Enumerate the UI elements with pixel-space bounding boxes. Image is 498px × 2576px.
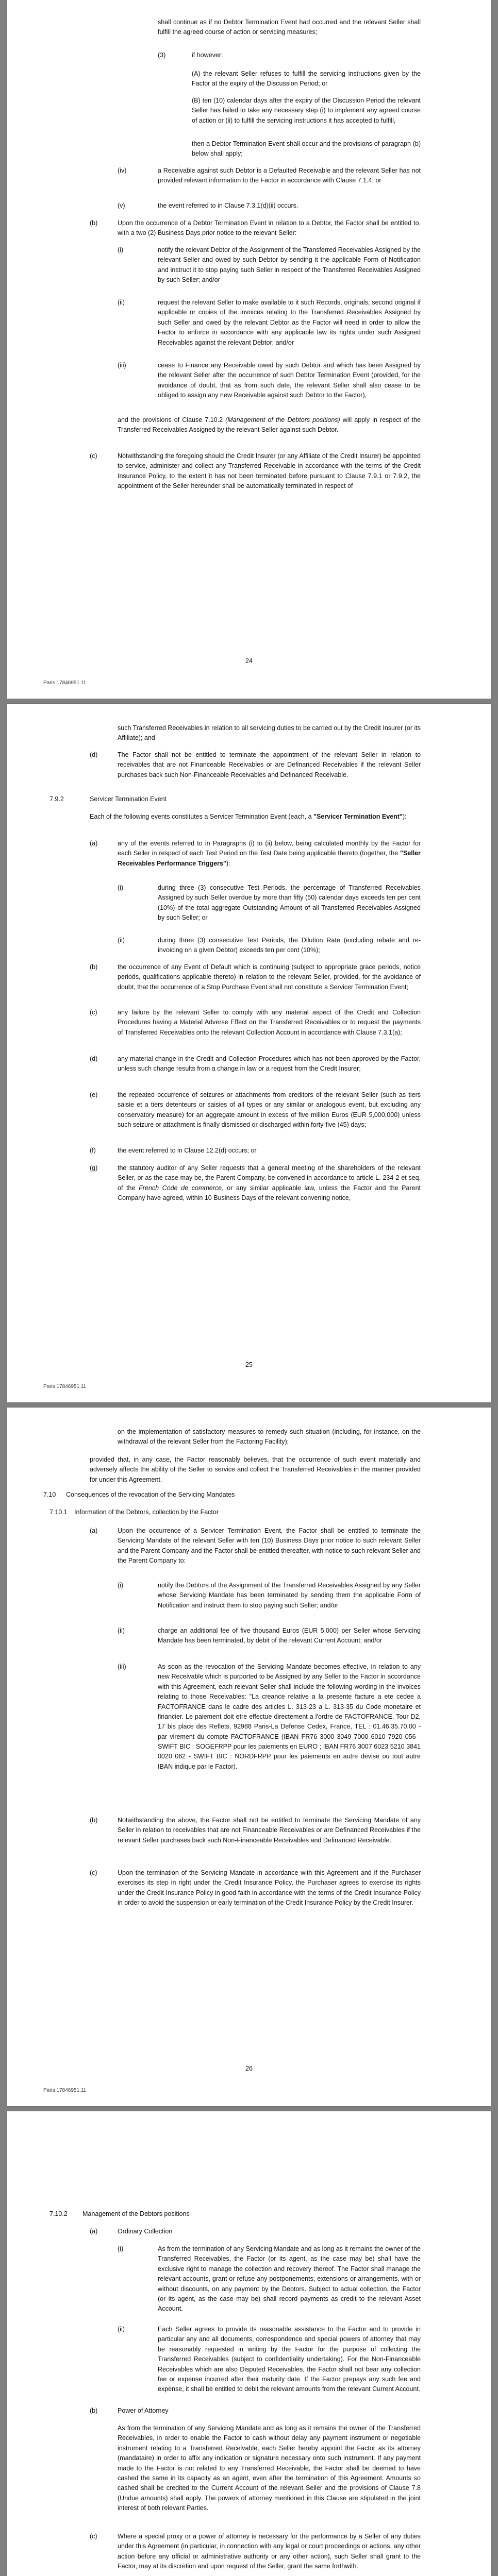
item-label: (d) — [90, 1055, 98, 1062]
item-text: Notwithstanding the foregoing should the Credit Insurer (or any Affiliate of the Credit Insurer) be appointed to service, administer and collect any Transferred Receivable in accordance with the terms of the Credit Insurance Policy, to the extent it has not been terminated before pursuant to Clause 7.9.1 or 7.9.2, the appointment of the Seller hereunder shall be automatically terminated in respect of — [118, 452, 421, 490]
footer-reference: Paris 17846951.11 — [43, 2088, 87, 2093]
item-text: the statutory auditor of any Seller requests that a general meeting of the shareholders of the relevant Seller, or as the case may be, the Parent Company, be convened in accordance to article L. 234-2 et seq. of the French Code de commerce, or any similar applicable law, unless the Factor and the Parent Company have agreed, within 10 Business Days of the relevant convening notice, — [118, 1164, 421, 1202]
item-text: any of the events referred to in Paragraphs (i) to (ii) below, being calculated monthly by the Factor for each Seller in respect of each Test Period on the Test Date being applicable thereto (together, the "Seller Receivables Performance Triggers"): — [118, 840, 421, 867]
item-label: (d) — [90, 751, 98, 758]
item-label: (3) — [158, 52, 166, 59]
item-label: (b) — [90, 963, 98, 971]
item-label: (a) — [90, 840, 98, 847]
subsection-heading: Management of the Debtors positions — [82, 2210, 190, 2217]
subsection-number: 7.10.1 — [49, 1509, 68, 1516]
item-label: (iii) — [118, 1663, 126, 1670]
item-label: (e) — [90, 1091, 98, 1098]
item-label: (c) — [90, 2533, 97, 2540]
section-number: 7.9.2 — [49, 795, 64, 803]
item-label: (ii) — [118, 1627, 125, 1634]
item-text: Where a special proxy or a power of attorney is necessary for the performance by a Seller of any duties under this Agreement (in particular, in connection with any legal or court proceedings or actions, any other action before any official or administrative authority or any other action), such Seller shall grant to the Factor, may at its discretion and upon request of the Seller, grant the same forthwith. — [118, 2533, 421, 2570]
item-label: (i) — [118, 246, 124, 253]
section-heading: Servicer Termination Event — [90, 795, 167, 803]
item-label: (ii) — [118, 2326, 125, 2333]
item-label: (iv) — [118, 167, 127, 174]
item-label: (v) — [118, 202, 125, 209]
document-page-26 — [7, 1408, 491, 2106]
document-page-25 — [7, 704, 491, 1402]
item-label: (i) — [118, 2245, 124, 2252]
provided-paragraph: provided that, in any case, the Factor reasonably believes, that the occurrence of such event materially and adversely affects the ability of the Seller to service and collect the Transferred Receivables in the manner provided for under this Agreement. — [90, 1456, 421, 1483]
item-text: charge an additional fee of five thousand Euros (EUR 5,000) per Seller whose Servicing Mandate has been terminated, by debit of the relevant Current Account; and/or — [158, 1627, 421, 1645]
item-label: (a) — [90, 1527, 98, 1534]
item-text: the event referred to in Clause 7.3.1(d)(ii) occurs. — [158, 202, 298, 209]
subsection-heading: Information of the Debtors, collection by the Factor — [74, 1509, 219, 1516]
item-heading: Ordinary Collection — [118, 2228, 173, 2235]
continued-paragraph: on the implementation of satisfactory measures to remedy such situation (including, for instance, on the withdrawal of the relevant Seller from the Factoring Facility); — [118, 1428, 421, 1446]
page-number: 25 — [245, 1361, 253, 1368]
item-text: during three (3) consecutive Test Periods, the Dilution Rate (excluding rebate and re-invoicing on a given Debtor) exceeds ten per cent (10%); — [158, 937, 421, 954]
document-page-24 — [7, 0, 491, 699]
then-paragraph: then a Debtor Termination Event shall occur and the provisions of paragraph (b) below shall apply; — [192, 140, 421, 158]
item-text: notify the relevant Debtor of the Assignment of the Transferred Receivables Assigned by the relevant Seller and owed by such Debtor by sending it the applicable Form of Notification and instruct it to stop paying such Seller in respect of the Transferred Receivables Assigned by such Seller; and/or — [158, 246, 421, 284]
continued-paragraph: shall continue as if no Debtor Termination Event had occurred and the relevant Seller shall fulfill the agreed course of action or servicing measures; — [158, 19, 421, 36]
subsection-number: 7.10.2 — [49, 2210, 68, 2217]
item-label: (i) — [118, 1582, 124, 1589]
item-label: (b) — [90, 2407, 98, 2414]
item-text: Notwithstanding the above, the Factor shall not be entitled to terminate the Servicing Mandate of any Seller in relation to receivables that are not Financeable Receivables or are Definanced Receivables if the relevant Seller purchases back such Non-Financeable Receivables and Definanced Receivable. — [118, 1817, 421, 1844]
item-label: (i) — [118, 884, 124, 891]
item-text: The Factor shall not be entitled to terminate the appointment of the relevant Seller in relation to receivables that are not Financeable Receivables or are Definanced Receivables if the relevant Seller purchases back such Non-Financeable Receivables and Definanced Receivable. — [118, 751, 421, 778]
item-label: (b) — [90, 1817, 98, 1824]
item-text: request the relevant Seller to make available to it such Records, originals, second original if applicable or copies of the invoices relating to the Transferred Receivables Assigned by such Seller and owed by the relevant Debtor as the Factor will need in order to allow the Factor to enforce in accordance with any applicable law its rights under such Assigned Receivables against the relevant Debtor; and/or — [158, 299, 421, 346]
item-label: (g) — [90, 1164, 98, 1172]
item-heading: Power of Attorney — [118, 2407, 169, 2414]
item-label: (c) — [90, 1869, 97, 1876]
item-text: cease to Finance any Receivable owed by such Debtor and which has been Assigned by the relevant Seller after the occurrence of such Debtor Termination Event (provided, for the avoidance of doubt, that as from such date, the relevant Seller shall also cease to be obliged to assign any new Receivable against such Debtor to the Factor), — [158, 362, 421, 399]
page-number: 24 — [245, 657, 253, 665]
document-page-27 — [7, 2111, 491, 2576]
item-text: As from the termination of any Servicing Mandate and as long as it remains the owner of the Transferred Receivables, in order to enable the Factor to cash without delay any payment instrument or negotiable instrument relating to a Transferred Receivable, each Seller hereby appoint the Factor as its attorney (mandataire) in order to affix any indication or signature necessary onto such instrument. If any payment made to the Factor is not related to any Transferred Receivable, the Factor shall be deemed to have cashed the same in its capacity as an agent, even after the termination of this Agreement. Amounts so cashed shall be credited to the Current Account of the relevant Seller and the provisions of Clause 7.8 (Undue amounts) shall apply. The powers of attorney mentioned in this Clause are stipulated in the joint interest of both relevant Parties. — [118, 2425, 421, 2512]
item-text: Upon the termination of the Servicing Mandate in accordance with this Agreement and if the Purchaser exercises its step in right under the Credit Insurance Policy, the Purchaser agrees to exercise its rights under the Credit Insurance Policy in good faith in accordance with the terms of the Credit Insurance Policy in order to avoid the suspension or early termination of the Credit Insurance Policy by the Credit Insurer. — [118, 1869, 421, 1907]
sub-item-text: (B) ten (10) calendar days after the expiry of the Discussion Period the relevant Seller has failed to take any necessary step (i) to implement any agreed course of action or (ii) to fulfill the servicing instructions it has accepted to fulfill, — [192, 97, 421, 124]
item-text: a Receivable against such Debtor is a Defaulted Receivable and the relevant Seller has not provided relevant information to the Factor in accordance with Clause 7.1.4; or — [158, 167, 421, 184]
item-text: if however: — [192, 52, 223, 59]
section-heading: Consequences of the revocation of the Servicing Mandates — [66, 1491, 235, 1498]
page-number: 26 — [245, 2065, 253, 2072]
item-label: (c) — [90, 1009, 97, 1016]
item-label: (ii) — [118, 937, 125, 944]
provisions-paragraph: and the provisions of Clause 7.10.2 (Management of the Debtors positions) will apply in respect of the Transferred Receivables Assigned by the relevant Seller against such Debtor. — [118, 416, 421, 434]
item-text: any failure by the relevant Seller to comply with any material aspect of the Credit and Collection Procedures having a Material Adverse Effect on the Transferred Receivables or to request the payments of Transferred Receivables onto the relevant Collection Account in accordance with Clause 7.3.1(a); — [118, 1009, 421, 1036]
continued-paragraph: such Transferred Receivables in relation to all servicing duties to be carried out by the Credit Insurer (or its Affiliate); and — [118, 724, 421, 742]
item-text: Each Seller agrees to provide its reasonable assistance to the Factor and to provide in particular any and all documents, correspondence and special powers of attorney that may be reasonably requested in writing by the Factor for the purpose of collecting the Transferred Receivables (subject to confidentiality undertaking). For the Non-Financeable Receivables which are also Disputed Receivables, the Factor shall not bear any collection fee or expense incurred after their maturity date. If the Factor prepays any such fee and expense, it shall be entitled to debit the relevant amounts from the relevant Current Account. — [158, 2326, 421, 2393]
item-text: the event referred to in Clause 12.2(d) occurs; or — [118, 1147, 257, 1154]
item-text: the occurrence of any Event of Default which is continuing (subject to appropriate grace periods, notice periods, qualifications applicable thereto) in relation to the relevant Seller, provided, for the avoidance of doubt, that the occurrence of a Stop Purchase Event shall not constitute a Servicer Termination Event; — [118, 963, 421, 991]
item-text: As soon as the revocation of the Servicing Mandate becomes effective, in relation to any new Receivable which is purported to be Assigned by any Seller to the Factor in accordance with this Agreement, each relevant Seller shall include the following wording in the invoices relating to those Receivables: "La creance relative a la presente facture a ete cedee a FACTOFRANCE dans le cadre des articles L. 313-23 a L. 313-35 du Code monetaire et financier. Le paiement doit etre effectue directement a l'ordre de FACTOFRANCE, Tour D2, 17 bis place des Reflets, 92988 Paris-La Defense Cedex, France, TEL : 01.46.35.70.00 - par virement du compte FACTOFRANCE (IBAN FR76 3000 3049 7000 6010 7920 056 - SWIFT BIC : SOGEFRPP pour les paiements en EURO ; IBAN FR76 3007 6023 5210 3841 0020 062 - SWIFT BIC : NORDFRPP pour les paiements en autre devise ou tout autre IBAN indique par le Factor). — [158, 1663, 421, 1770]
item-text: As from the termination of any Servicing Mandate and as long as it remains the owner of the Transferred Receivables, the Factor (or its agent, as the case may be) shall have the exclusive right to manage the collection and recovery thereof. The Factor shall manage the relevant accounts, grant or refuse any postponements, extensions or arrangements, with or without discounts, on any payment by the Debtors. Subject to actual collection, the Factor (or its agent, as the case may be) shall record payments as credit to the relevant Asset Account. — [158, 2245, 421, 2313]
item-label: (a) — [90, 2228, 98, 2235]
item-text: the repeated occurrence of seizures or attachments from creditors of the relevant Seller (such as tiers saisie et a tiers detenteurs or saisies of all types or any similar or analogous event, but excluding any conservatory measure) for an aggregate amount in excess of five million Euros (EUR 5,000,000) unless such seizure or attachment is finally dismissed or discharged within forty-five (45) days; — [118, 1091, 421, 1129]
item-label: (b) — [90, 219, 98, 227]
item-text: notify the Debtors of the Assignment of the Transferred Receivables Assigned by any Seller whose Servicing Mandate has been terminated by sending them the applicable Form of Notification and instruct them to stop paying such Seller; and/or — [158, 1582, 421, 1609]
item-label: (ii) — [118, 299, 125, 306]
item-text: Upon the occurrence of a Servicer Termination Event, the Factor shall be entitled to terminate the Servicing Mandate of the relevant Seller with ten (10) Business Days prior notice to such relevant Seller and the Parent Company and the Factor shall be entitled thereafter, with notice to such relevant Seller and the Parent Company to: — [118, 1527, 421, 1565]
footer-reference: Paris 17846951.11 — [43, 1384, 87, 1389]
section-number: 7.10 — [43, 1491, 56, 1498]
sub-item-text: (A) the relevant Seller refuses to fulfill the servicing instructions given by the Factor at the expiry of the Discussion Period; or — [192, 70, 421, 88]
item-text: any material change in the Credit and Collection Procedures which has not been approved by the Factor, unless such change results from a change in law or a request from the Credit Insurer; — [118, 1055, 421, 1073]
item-text: during three (3) consecutive Test Periods, the percentage of Transferred Receivables Assigned by such Seller overdue by more than fifty (50) calendar days exceeds ten per cent (10%) of the total aggregate Outstanding Amount of all Transferred Receivables Assigned by such Seller; or — [158, 884, 421, 922]
item-label: (iii) — [118, 362, 126, 369]
item-label: (c) — [90, 452, 97, 460]
intro-paragraph: Each of the following events constitutes a Servicer Termination Event (each, a "Servicer Termination Event"): — [90, 813, 407, 820]
footer-reference: Paris 17846951.11 — [43, 680, 87, 686]
item-text: Upon the occurrence of a Debtor Termination Event in relation to a Debtor, the Factor shall be entitled to, with a two (2) Business Days prior notice to the relevant Seller: — [118, 219, 421, 237]
item-label: (f) — [90, 1147, 96, 1154]
